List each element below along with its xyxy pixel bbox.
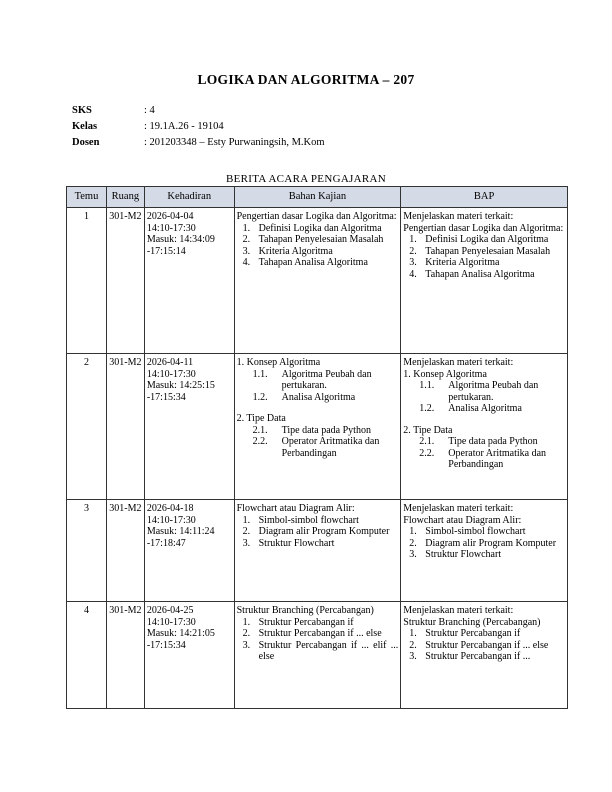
bap-topic: Flowchart atau Diagram Alir:: [403, 514, 522, 526]
list-item: 2.1. Tipe data pada Python: [419, 436, 538, 447]
list-item: 1. Simbol-simbol flowchart: [242, 514, 359, 526]
list-item: 3. Struktur Percabangan if ... elif ... else: [242, 639, 399, 662]
list-item: 4. Tahapan Analisa Algoritma: [409, 268, 535, 280]
list-item: 4. Tahapan Analisa Algoritma: [242, 257, 368, 268]
cell-kehadiran: [144, 354, 234, 500]
cell-ruang: 301-M2: [106, 208, 144, 354]
kehadiran-time: 14:10-17:30: [146, 616, 196, 628]
bahan-intro: Struktur Branching (Percabangan): [236, 605, 374, 616]
meta-value: : 201203348 – Esty Purwaningsih, M.Kom: [144, 137, 325, 148]
meta-value: : 19.1A.26 - 19104: [144, 121, 224, 132]
list-item: 3. Struktur Percabangan if ...: [409, 651, 531, 662]
kehadiran-time: 14:10-17:30: [146, 368, 196, 380]
bap-topic: Pengertian dasar Logika dan Algoritma:: [403, 222, 564, 234]
bap-heading: 1. Konsep Algoritma: [403, 368, 487, 380]
kehadiran-date: 2026-04-18: [146, 503, 194, 514]
list-item: 1. Struktur Percabangan if: [242, 616, 354, 628]
cell-bahan-kajian: [234, 354, 401, 500]
cell-bap: [401, 602, 568, 709]
meta-dosen: [72, 135, 325, 151]
bap-list: [403, 628, 565, 663]
list-item: 1.2. Analisa Algoritma: [419, 403, 522, 414]
table-row: [67, 354, 568, 500]
bahan-list: [237, 223, 399, 269]
cell-kehadiran: [144, 208, 234, 354]
bahan-sublist: [237, 425, 399, 460]
cell-temu: 4: [67, 602, 107, 709]
bahan-list: [237, 617, 399, 663]
cell-bap: [401, 354, 568, 500]
list-item: 2. Struktur Percabangan if ... else: [242, 628, 382, 639]
table-title: BERITA ACARA PENGAJARAN: [225, 173, 387, 185]
bap-intro: Menjelaskan materi terkait:: [403, 503, 514, 514]
kehadiran-date: 2026-04-04: [146, 211, 194, 222]
cell-kehadiran: [144, 602, 234, 709]
list-item: 2. Tahapan Penyelesaian Masalah: [409, 245, 551, 257]
meta-kelas: [72, 119, 224, 135]
list-item: 2. Struktur Percabangan if ... else: [409, 639, 549, 651]
list-item: 1. Definisi Logika dan Algoritma: [242, 222, 382, 234]
bap-sublist: [403, 436, 565, 471]
cell-bahan-kajian: [234, 500, 401, 602]
kehadiran-keluar: -17:15:14: [146, 245, 186, 257]
header-kehadiran: Kehadiran: [144, 187, 234, 208]
bap-list: [403, 526, 565, 561]
cell-bap: [401, 208, 568, 354]
list-item: 3. Kriteria Algoritma: [409, 257, 500, 268]
bap-intro: Menjelaskan materi terkait:: [403, 357, 514, 368]
bahan-heading: 2. Tipe Data: [236, 413, 286, 424]
meta-key: Kelas: [72, 121, 98, 132]
kehadiran-keluar: -17:18:47: [146, 537, 186, 549]
cell-ruang: 301-M2: [106, 500, 144, 602]
cell-temu: 2: [67, 354, 107, 500]
kehadiran-masuk: Masuk: 14:25:15: [146, 380, 215, 391]
header-ruang: Ruang: [106, 187, 144, 208]
bap-intro: Menjelaskan materi terkait:: [403, 211, 514, 222]
meta-value: : 4: [144, 105, 155, 116]
kehadiran-masuk: Masuk: 14:34:09: [146, 234, 215, 245]
meta-sks: [72, 103, 155, 119]
bahan-sublist: [237, 369, 399, 404]
bahan-intro: Flowchart atau Diagram Alir:: [236, 503, 355, 514]
list-item: 1. Simbol-simbol flowchart: [409, 526, 526, 537]
header-bahan-kajian: Bahan Kajian: [234, 187, 401, 208]
list-item: 1.1. Algoritma Peubah dan pertukaran.: [252, 368, 372, 391]
bap-intro: Menjelaskan materi terkait:: [403, 605, 514, 616]
list-item: 3. Struktur Flowchart: [409, 549, 502, 560]
kehadiran-masuk: Masuk: 14:21:05: [146, 628, 215, 639]
list-item: 2.2. Operator Aritmatika dan Perbandingan: [419, 447, 547, 470]
kehadiran-masuk: Masuk: 14:11:24: [146, 526, 215, 537]
header-temu: Temu: [67, 187, 107, 208]
bahan-heading: 1. Konsep Algoritma: [236, 357, 321, 368]
header-bap: BAP: [401, 187, 568, 208]
list-item: 1. Definisi Logika dan Algoritma: [409, 234, 549, 245]
cell-bahan-kajian: [234, 602, 401, 709]
bap-topic: Struktur Branching (Percabangan): [403, 616, 541, 628]
bap-table: [66, 186, 568, 709]
list-item: 1.1. Algoritma Peubah dan pertukaran.: [419, 380, 539, 403]
kehadiran-keluar: -17:15:34: [146, 639, 186, 651]
cell-bap: [401, 500, 568, 602]
list-item: 2. Diagram alir Program Komputer: [242, 526, 390, 537]
table-row: [67, 602, 568, 709]
cell-temu: 3: [67, 500, 107, 602]
table-header-row: [67, 187, 568, 208]
list-item: 3. Struktur Flowchart: [242, 537, 335, 549]
kehadiran-time: 14:10-17:30: [146, 222, 196, 234]
list-item: 2.2. Operator Aritmatika dan Perbandingan: [252, 436, 380, 459]
document-title: LOGIKA DAN ALGORITMA – 207: [197, 72, 415, 87]
kehadiran-date: 2026-04-25: [146, 605, 194, 616]
cell-temu: 1: [67, 208, 107, 354]
list-item: 2. Diagram alir Program Komputer: [409, 537, 557, 549]
bap-heading: 2. Tipe Data: [403, 424, 453, 436]
meta-key: Dosen: [72, 137, 100, 148]
list-item: 2.1. Tipe data pada Python: [252, 424, 371, 436]
kehadiran-time: 14:10-17:30: [146, 514, 196, 526]
bap-sublist: [403, 380, 565, 415]
kehadiran-date: 2026-04-11: [146, 357, 194, 368]
list-item: 1. Struktur Percabangan if: [409, 628, 521, 639]
list-item: 1.2. Analisa Algoritma: [252, 391, 356, 403]
bap-list: [403, 234, 565, 280]
table-row: [67, 208, 568, 354]
bahan-list: [237, 515, 399, 550]
list-item: 3. Kriteria Algoritma: [242, 245, 333, 257]
cell-ruang: 301-M2: [106, 602, 144, 709]
table-row: [67, 500, 568, 602]
cell-kehadiran: [144, 500, 234, 602]
kehadiran-keluar: -17:15:34: [146, 391, 186, 403]
list-item: 2. Tahapan Penyelesaian Masalah: [242, 234, 384, 245]
bahan-intro: Pengertian dasar Logika dan Algoritma:: [236, 211, 397, 222]
meta-key: SKS: [72, 105, 92, 116]
cell-ruang: 301-M2: [106, 354, 144, 500]
cell-bahan-kajian: [234, 208, 401, 354]
